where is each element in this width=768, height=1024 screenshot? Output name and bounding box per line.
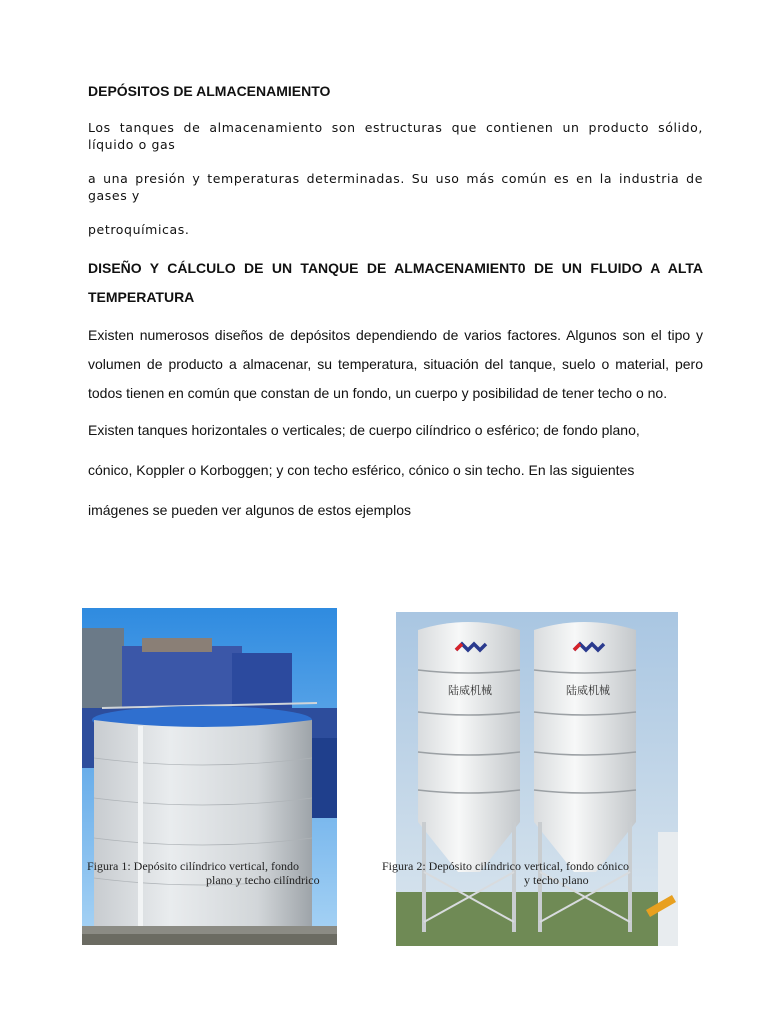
figure-2-caption-line-1: Figura 2: Depósito cilíndrico vertical, fondo cónico (382, 859, 629, 873)
figure-2-photo (396, 612, 678, 946)
figure-2-caption-line-2: y techo plano (524, 873, 589, 887)
document-title: DEPÓSITOS DE ALMACENAMIENTO (88, 83, 331, 99)
silo-photo-illustration (396, 612, 678, 946)
figure-1-caption-line-2: plano y techo cilíndrico (206, 873, 320, 887)
section-subtitle: DISEÑO Y CÁLCULO DE UN TANQUE DE ALMACENAMIENT0 DE UN FLUIDO A ALTA TEMPERATURA (88, 260, 703, 305)
figure-1-photo (82, 608, 337, 945)
paragraph-1: Existen numerosos diseños de depósitos dependiendo de varios factores. Algunos son el tipo y volumen de producto a almacenar, su temperatura, situación del tanque, suelo o material, pero todos tienen en común que constan de un fondo, un cuerpo y posibilidad de tener techo o no. (88, 327, 703, 401)
intro-line-1: Los tanques de almacenamiento son estructuras que contienen un producto sólido, líquido o gas (88, 120, 703, 152)
figure-1-caption-line-1: Figura 1: Depósito cilíndrico vertical, fondo (87, 859, 299, 873)
paragraph-2-line-3: imágenes se pueden ver algunos de estos ejemplos (88, 502, 411, 518)
paragraph-2-line-1: Existen tanques horizontales o verticales; de cuerpo cilíndrico o esférico; de fondo plano, (88, 422, 640, 438)
intro-line-2: a una presión y temperaturas determinadas. Su uso más común es en la industria de gases y (88, 171, 703, 203)
silo-2-brand-text: 陆威机械 (566, 684, 610, 697)
intro-line-3: petroquímicas. (88, 222, 190, 237)
tank-flat-photo-illustration (82, 608, 337, 945)
paragraph-2-line-2: cónico, Koppler o Korboggen; y con techo esférico, cónico o sin techo. En las siguientes (88, 462, 635, 478)
silo-1-brand-text: 陆威机械 (448, 684, 492, 697)
